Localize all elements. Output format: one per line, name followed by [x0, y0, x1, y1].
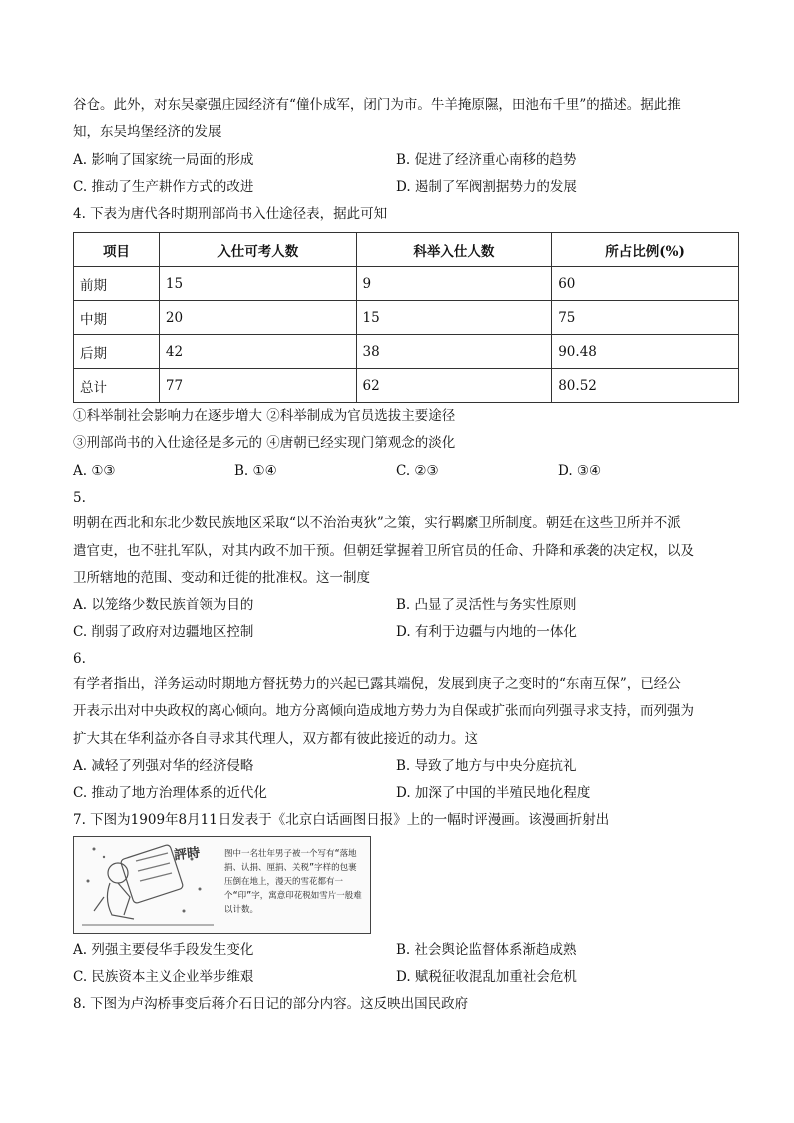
table-row: [74, 335, 739, 369]
table-cell: 77: [159, 369, 356, 403]
q4-option-c: C. ②③: [396, 463, 439, 479]
table-cell: 前期: [74, 267, 160, 301]
q5-stem-line3: 卫所辖地的范围、变动和迁徙的批准权。这一制度: [73, 570, 370, 586]
q3-stem-line2: 知，东吴坞堡经济的发展: [73, 124, 222, 140]
table-cell: 38: [356, 335, 552, 369]
table-header: 入仕可考人数: [159, 233, 356, 267]
q5-stem-line1: 明朝在西北和东北少数民族地区采取“以不治治夷狄”之策，实行羁縻卫所制度。朝廷在这些卫所并不派: [73, 515, 681, 531]
q5-option-d: D. 有利于边疆与内地的一体化: [396, 624, 577, 640]
q6-option-d: D. 加深了中国的半殖民地化程度: [396, 785, 591, 801]
q4-option-d: D. ③④: [558, 463, 602, 479]
q6-option-a: A. 减轻了列强对华的经济侵略: [73, 758, 254, 774]
table-cell: 80.52: [552, 369, 739, 403]
table-cell: 62: [356, 369, 552, 403]
table-header: 所占比例(%): [552, 233, 739, 267]
q7-option-a: A. 列强主要侵华手段发生变化: [73, 942, 254, 958]
table-row: [74, 267, 739, 301]
table-row: [74, 369, 739, 403]
table-row: [74, 301, 739, 335]
q3-option-d: D. 遏制了军阀割据势力的发展: [396, 179, 577, 195]
table-cell: 42: [159, 335, 356, 369]
q7-option-c: C. 民族资本主义企业举步维艰: [73, 969, 254, 985]
q3-option-c: C. 推动了生产耕作方式的改进: [73, 179, 254, 195]
q4-stem: 4. 下表为唐代各时期刑部尚书入仕途径表，据此可知: [73, 206, 388, 222]
q3-stem-line1: 谷仓。此外，对东吴豪强庄园经济有“僮仆成军，闭门为市。牛羊掩原隰，田池布千里”的描述。据此推: [73, 97, 681, 113]
table-cell: 75: [552, 301, 739, 335]
table-header-row: [74, 233, 739, 267]
table-cell: 60: [552, 267, 739, 301]
table-header: 项目: [74, 233, 160, 267]
table-cell: 20: [159, 301, 356, 335]
cartoon-drawing: [74, 837, 224, 933]
q3-option-a: A. 影响了国家统一局面的形成: [73, 152, 254, 168]
q6-stem-line2: 开表示出对中央政权的离心倾向。地方分离倾向造成地方势力为自保或扩张而向列强寻求支持，而列强为: [73, 703, 694, 719]
table-cell: 9: [356, 267, 552, 301]
q6-number: 6.: [73, 651, 86, 667]
q6-option-c: C. 推动了地方治理体系的近代化: [73, 785, 267, 801]
q7-stem: 7. 下图为1909年8月11日发表于《北京白话画图日报》上的一幅时评漫画。该漫画折射出: [73, 812, 610, 828]
q5-number: 5.: [73, 490, 86, 506]
q7-option-d: D. 赋税征收混乱加重社会危机: [396, 969, 577, 985]
cartoon-title: 評時: [173, 845, 201, 864]
q7-option-b: B. 社会舆论监督体系渐趋成熟: [396, 942, 577, 958]
cartoon-caption: 图中一名壮年男子被一个写有“落地捐、认捐、厘捐、关税”字样的包裹压倒在地上，漫天的雪花都有一个“印”字，寓意印花税如雪片一般难以计数。: [224, 849, 362, 915]
q4-option-b: B. ①④: [234, 463, 277, 479]
table-cell: 后期: [74, 335, 160, 369]
q5-option-a: A. 以笼络少数民族首领为目的: [73, 597, 254, 613]
q8-stem: 8. 下图为卢沟桥事变后蒋介石日记的部分内容。这反映出国民政府: [73, 996, 469, 1012]
q4-option-a: A. ①③: [73, 463, 116, 479]
table-cell: 中期: [74, 301, 160, 335]
q5-option-b: B. 凸显了灵活性与务实性原则: [396, 597, 577, 613]
q5-option-c: C. 削弱了政府对边疆地区控制: [73, 624, 254, 640]
q4-statement-1: ①科举制社会影响力在逐步增大 ②科举制成为官员选拔主要途径: [73, 408, 456, 424]
q7-cartoon-image: [73, 836, 371, 934]
q6-option-b: B. 导致了地方与中央分庭抗礼: [396, 758, 577, 774]
table-cell: 总计: [74, 369, 160, 403]
q5-stem-line2: 遣官吏，也不驻扎军队，对其内政不加干预。但朝廷掌握着卫所官员的任命、升降和承袭的决定权，以及: [73, 543, 694, 559]
q4-table: [73, 232, 739, 403]
q6-stem-line3: 扩大其在华利益亦各自寻求其代理人，双方都有彼此接近的动力。这: [73, 731, 478, 747]
table-cell: 15: [356, 301, 552, 335]
table-cell: 15: [159, 267, 356, 301]
table-header: 科举入仕人数: [356, 233, 552, 267]
q4-statement-2: ③刑部尚书的入仕途径是多元的 ④唐朝已经实现门第观念的淡化: [73, 435, 456, 451]
q6-stem-line1: 有学者指出，洋务运动时期地方督抚势力的兴起已露其端倪，发展到庚子之变时的“东南互保”，已经公: [73, 676, 681, 692]
table-cell: 90.48: [552, 335, 739, 369]
q3-option-b: B. 促进了经济重心南移的趋势: [396, 152, 577, 168]
